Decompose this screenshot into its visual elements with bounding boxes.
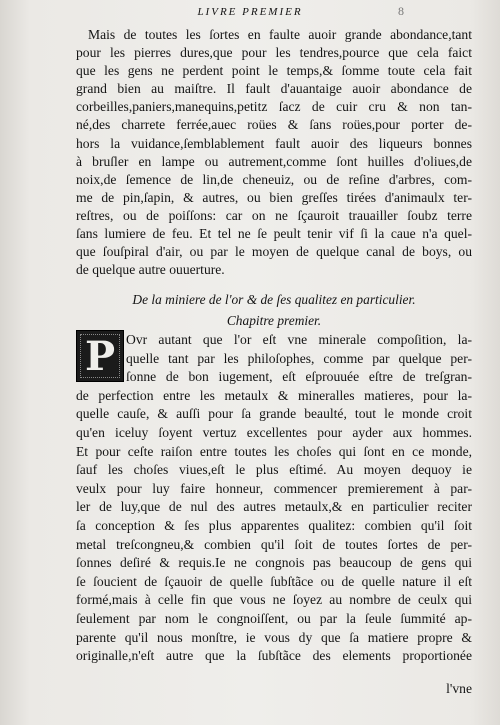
text-line: pour les pierres dures,que pour les tendres,pource que cela faict <box>76 45 472 61</box>
text-line: Ovr autant que l'or eſt vne minerale compoſition, la- <box>126 332 472 347</box>
text-line: originalle,n'eſt autre que la ſubſtãce des elements proportionée <box>76 648 472 664</box>
text-line: reſtres, ou de poiſſons: car on ne ſçauroit trauailler ſoubz terre <box>76 207 472 223</box>
page-number: 8 <box>398 4 404 18</box>
text-line: ſa conception & ſes plus apparentes qualitez: combien qu'il ſoit <box>76 517 472 533</box>
chapter-heading: Chapitre premier. <box>226 313 322 328</box>
text-line: ſauf les choſes viues,eſt le plus eſtimé. Au moyen dequoy ie <box>76 462 472 478</box>
running-head: LIVRE PREMIER <box>197 6 303 18</box>
text-line: que les gens ne perdent point le temps,& ſomme toute cela fait <box>76 63 472 79</box>
text-line: ſans lumiere de feu. Et tel ne ſe peult tenir vif ſi la caue n'a quel- <box>76 226 472 242</box>
text-line: parente qu'il nous monſtre, ie vous dy que ſa matiere propre & <box>76 629 472 645</box>
text-line: ſonne de bon iugement, eſt eſprouuée eſtre de treſgran- <box>126 369 472 385</box>
text-line: ſeulement par nom le congnoiſſent, ou par la ſeule ſummité ap- <box>76 610 472 626</box>
text-line: qu'en iceluy ſoyent vertuz excellentes pour ayder aux hommes. <box>76 424 472 440</box>
text-line: me de pin,ſapin, & autres, ou bien greſſes tirées d'animaulx ter- <box>76 189 472 205</box>
text-line: de perfection entre les metaulx & mineralles matieres, pour la- <box>76 387 472 403</box>
text-line: quelle tant par les philoſophes, comme par quelque per- <box>126 350 472 366</box>
text-line: de quelque autre ouuerture. <box>76 262 225 278</box>
text-line: né,des charrete ferrée,auec roües & ſans roües,pour porter de- <box>76 117 472 133</box>
paragraph-1 <box>76 26 472 279</box>
text-line: Mais de toutes les ſortes en faulte auoir grande abondance,tant <box>88 27 472 42</box>
text-line: hors la vuidance,ſemblablement fault auoir des liqueurs bonnes <box>76 135 472 151</box>
section-heading: De la miniere de l'or & de ſes qualitez en particulier. <box>132 292 416 307</box>
text-line: corbeilles,paniers,manequins,petitz ſacz de cuir cru & non tan- <box>76 99 472 115</box>
text-line: formé,mais à celle fin que vous ne ſoyez au nombre de ceulx qui <box>76 592 472 608</box>
text-line: grand bien au maiſtre. Il fault d'auantaige auoir abondance de <box>76 81 472 97</box>
decorated-initial: P <box>76 330 124 382</box>
text-line: metal treſcongneu,& combien qu'il ſoit de toutes ſortes de per- <box>76 536 472 552</box>
text-line: que ſouſpiral d'air, ou par le moyen de quelque canal de boys, ou <box>76 244 472 260</box>
text-line: noix,de ſemence de lin,de cheneuiz, ou de reſine d'arbres, com- <box>76 171 472 187</box>
text-line: ler de luy,que de nul des autres metaulx,& en particulier reciter <box>76 499 472 515</box>
catchword: l'vne <box>446 681 472 696</box>
text-line: veulx pour luy faire honneur, commencer premierement à par- <box>76 480 472 496</box>
text-line: Et pour ceſte raiſon entre toutes les choſes qui ſont en ce monde, <box>76 443 472 459</box>
chapter-paragraph <box>76 331 472 666</box>
text-line: ſe ſoucient de ſçauoir de quelle ſubſtãce ou de quelle nature il eſt <box>76 573 472 589</box>
text-line: quelle cauſe, & auſſi pour ſa grande beaulté, tout le monde croit <box>76 406 472 422</box>
text-line: à bruſler en lampe ou autrement,comme ſont huilles d'oliues,de <box>76 153 472 169</box>
text-line: ſonnes deſiré & requis.Ie ne congnois pas beaucoup de gens qui <box>76 555 472 571</box>
